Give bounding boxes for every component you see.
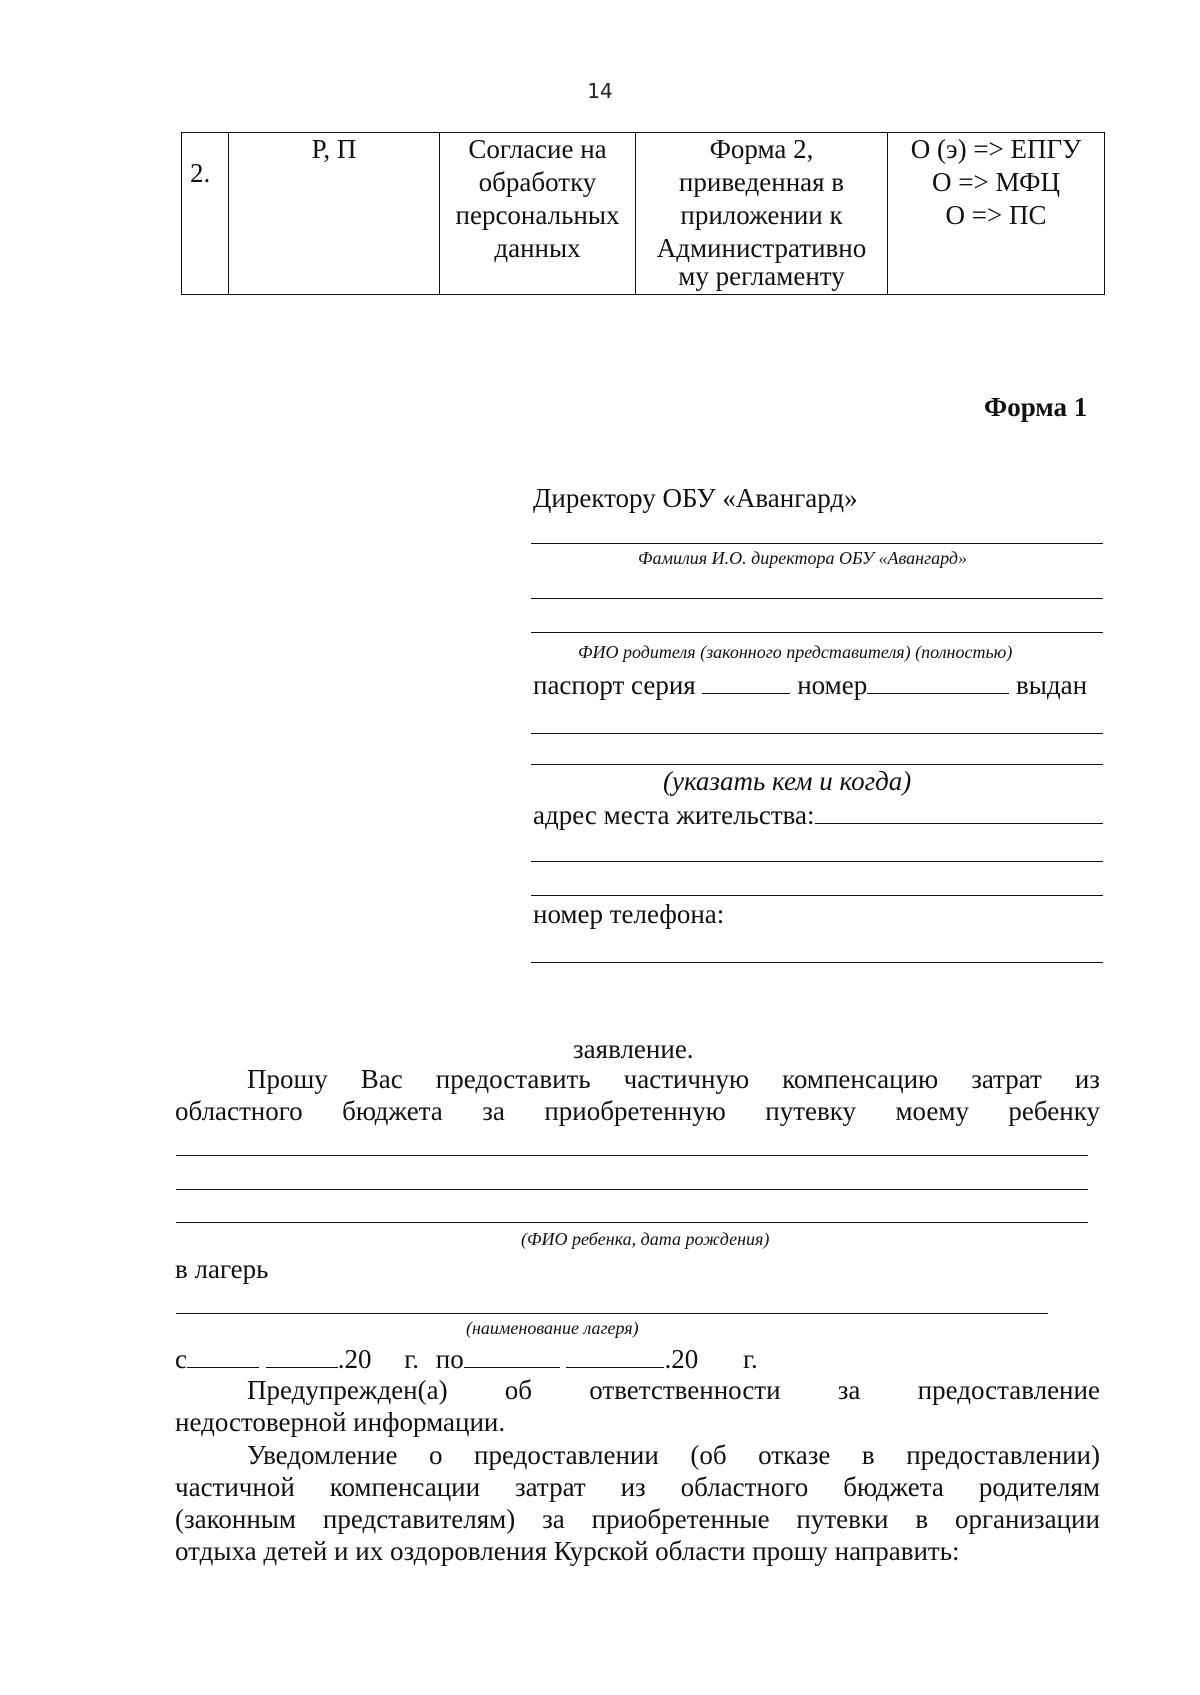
passport-series-label: паспорт серия [533,670,696,700]
word: путевку [765,1096,857,1126]
word: Предупрежден(а) [247,1375,448,1405]
word: организации [954,1504,1100,1534]
word: за [837,1375,861,1405]
word: из [620,1472,646,1502]
notice-line-3 [175,1504,1100,1535]
director-name-line [531,543,1103,544]
word: бюджета [342,1096,443,1126]
from-month-blank [266,1345,338,1368]
methods-cell [888,133,1105,295]
word: Прошу [247,1064,328,1094]
word: затрат [971,1064,1042,1094]
parent-name-line-1 [531,598,1103,599]
word: областного [175,1096,303,1126]
notice-line-1 [247,1440,1100,1471]
word: отказе [758,1440,831,1470]
address-label: адрес места жительства: [533,800,815,830]
parent-name-caption: ФИО родителя (законного представителя) (полностью) [578,642,1013,662]
word: Вас [360,1064,403,1094]
child-name-line-2 [176,1189,1088,1190]
issued-by-caption: (указать кем и когда) [663,766,912,796]
request-line-2 [175,1096,1100,1127]
period-row [175,1344,758,1375]
address-row [533,800,1103,831]
word: предоставить [435,1064,591,1094]
form-title: Форма 1 [984,392,1088,422]
word: (об [690,1440,727,1470]
applicant-cell: Р, П [229,133,440,295]
word: бюджета [843,1472,944,1502]
warning-line-2: недостоверной информации. [175,1407,506,1437]
row-number: 2. [182,133,229,295]
word: приобретенные [591,1504,770,1534]
method-line: О => ПС [945,200,1047,230]
form-line: Форма 2, [709,134,814,164]
word: путевки [796,1504,889,1534]
word: о [428,1440,443,1470]
passport-series-blank [702,671,790,694]
phone-line [531,962,1103,963]
request-line-1 [247,1064,1100,1095]
word: Уведомление [247,1440,398,1470]
phone-label: номер телефона: [533,899,725,929]
document-line: Согласие на [468,134,607,164]
word: компенсации [329,1472,481,1502]
notice-line-2 [175,1472,1100,1503]
form-line: приложении к [680,200,843,230]
method-line: О (э) => ЕПГУ [910,134,1082,164]
address-line-1 [531,861,1103,862]
year-label: .20 [337,1344,372,1374]
word: представителям) [322,1504,516,1534]
issued-line-2 [531,764,1103,765]
word: предоставлении [474,1440,659,1470]
documents-table [181,132,1105,295]
word: в [861,1440,875,1470]
page-number: 14 [587,79,613,103]
to-day-blank [464,1345,560,1368]
word: компенсацию [782,1064,939,1094]
addressee: Директору ОБУ «Авангард» [533,483,858,513]
word: за [482,1096,505,1126]
issued-line-1 [531,733,1103,734]
word: затрат [514,1472,586,1502]
address-blank [815,801,1103,824]
g-label-2: г. [742,1344,758,1374]
address-line-2 [531,895,1103,896]
word: (законным [175,1504,297,1534]
camp-name-line [176,1313,1048,1314]
child-name-line-1 [176,1155,1088,1156]
document-line: данных [494,233,581,263]
word: приобретенную [544,1096,726,1126]
passport-row [533,670,1087,701]
g-label: г. [404,1344,420,1374]
document-line: персональных [455,200,620,230]
from-label: с [175,1344,187,1374]
word: ребенку [1008,1096,1100,1126]
table-row [182,133,1105,295]
director-name-caption: Фамилия И.О. директора ОБУ «Авангард» [638,548,967,568]
word: об [504,1375,533,1405]
issued-label: выдан [1016,670,1088,700]
form-line: му регламенту [678,261,845,291]
word: областного [680,1472,809,1502]
to-camp-label: в лагерь [175,1254,269,1284]
form-line: Административно [656,233,867,263]
word: предоставление [917,1375,1100,1405]
notice-line-4: отдыха детей и их оздоровления Курской области прошу направить: [175,1536,960,1566]
word: из [1074,1064,1100,1094]
parent-name-line-2 [531,632,1103,633]
camp-name-caption: (наименование лагеря) [466,1318,639,1338]
word: в [915,1504,929,1534]
warning-line-1 [247,1375,1100,1406]
form-line: приведенная в [678,167,845,197]
form-cell [636,133,888,295]
child-name-caption: (ФИО ребенка, дата рождения) [521,1229,770,1249]
passport-number-blank [867,671,1009,694]
word: ответственности [589,1375,781,1405]
year-label-2: .20 [664,1344,699,1374]
from-day-blank [187,1345,259,1368]
word: за [542,1504,565,1534]
document-line: обработку [478,167,597,197]
method-line: О => МФЦ [932,167,1060,197]
child-name-line-3 [176,1222,1088,1223]
word: родителям [978,1472,1100,1502]
word: моему [895,1096,969,1126]
statement-title: заявление. [573,1034,694,1064]
word: частичной [175,1472,295,1502]
word: предоставлении) [906,1440,1100,1470]
word: частичную [623,1064,750,1094]
to-label: по [435,1344,464,1374]
passport-number-label: номер [797,670,868,700]
document-cell [440,133,636,295]
to-month-blank [566,1345,664,1368]
